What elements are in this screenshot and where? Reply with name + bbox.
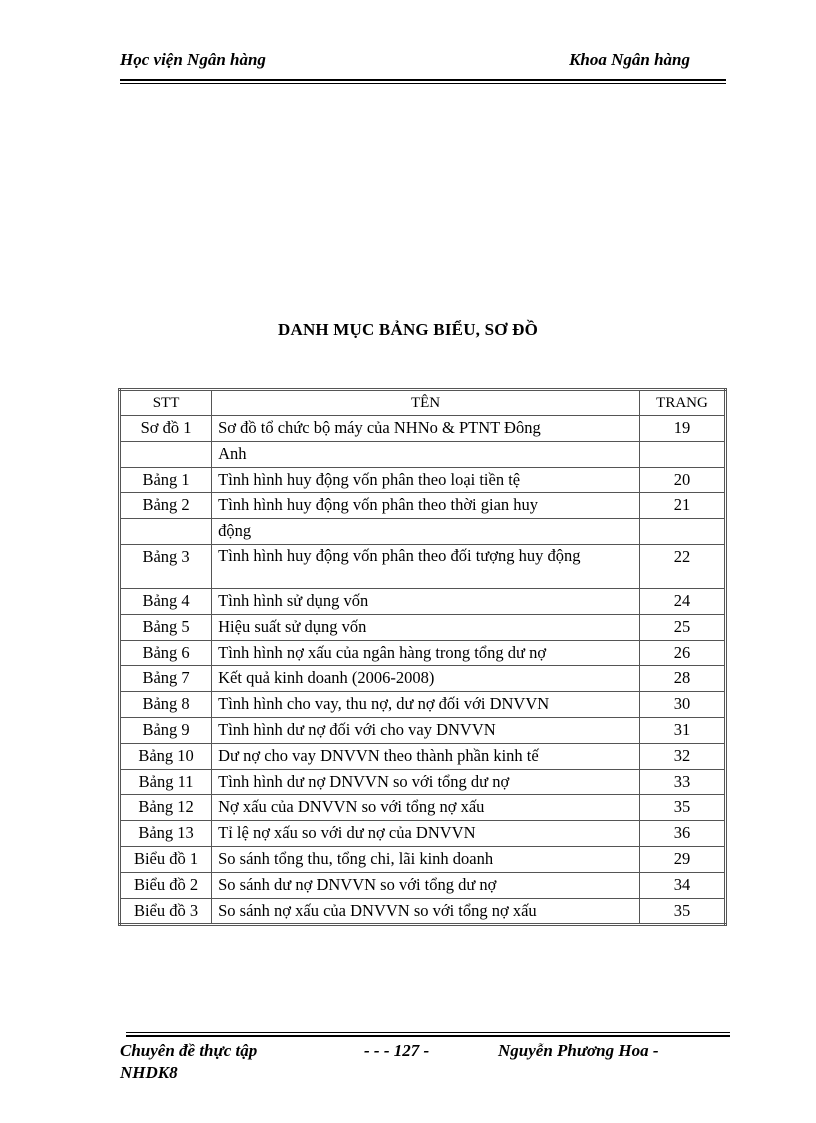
table-row bbox=[120, 666, 726, 692]
table-row bbox=[120, 821, 726, 847]
table-header-row bbox=[120, 390, 726, 416]
table-row bbox=[120, 846, 726, 872]
row-title: Tình hình cho vay, thu nợ, dư nợ đối với DNVVN bbox=[212, 692, 640, 718]
row-stt: Bảng 11 bbox=[120, 769, 212, 795]
row-page: 31 bbox=[640, 717, 726, 743]
footer-report-type: Chuyên đề thực tập bbox=[120, 1041, 258, 1060]
table-row bbox=[120, 614, 726, 640]
page-header bbox=[120, 50, 690, 74]
footer-rule-thick bbox=[126, 1035, 730, 1037]
table-row bbox=[120, 467, 726, 493]
row-page: 25 bbox=[640, 614, 726, 640]
row-title: Tình hình huy động vốn phân theo đối tượng huy động bbox=[212, 544, 640, 588]
row-stt: Bảng 7 bbox=[120, 666, 212, 692]
row-page bbox=[640, 519, 726, 545]
row-stt: Bảng 8 bbox=[120, 692, 212, 718]
row-stt: Bảng 9 bbox=[120, 717, 212, 743]
row-page: 35 bbox=[640, 795, 726, 821]
row-title: Tỉ lệ nợ xấu so với dư nợ của DNVVN bbox=[212, 821, 640, 847]
row-title: Tình hình nợ xấu của ngân hàng trong tổng dư nợ bbox=[212, 640, 640, 666]
row-title: Tình hình huy động vốn phân theo thời gian huy bbox=[212, 493, 640, 519]
row-title: Tình hình dư nợ đối với cho vay DNVVN bbox=[212, 717, 640, 743]
row-stt bbox=[120, 519, 212, 545]
table-row bbox=[120, 717, 726, 743]
row-stt: Sơ đồ 1 bbox=[120, 416, 212, 442]
row-page: 19 bbox=[640, 416, 726, 442]
row-title: động bbox=[212, 519, 640, 545]
row-title: Sơ đồ tổ chức bộ máy của NHNo & PTNT Đông bbox=[212, 416, 640, 442]
page-title: DANH MỤC BẢNG BIỂU, SƠ ĐỒ bbox=[277, 320, 539, 339]
row-stt bbox=[120, 441, 212, 467]
table-row bbox=[120, 898, 726, 925]
row-page: 29 bbox=[640, 846, 726, 872]
row-stt: Bảng 13 bbox=[120, 821, 212, 847]
header-rule-thin bbox=[120, 83, 726, 84]
row-page: 35 bbox=[640, 898, 726, 925]
footer-author: Nguyễn Phương Hoa - bbox=[498, 1041, 659, 1060]
row-title: Nợ xấu của DNVVN so với tổng nợ xấu bbox=[212, 795, 640, 821]
table-row bbox=[120, 588, 726, 614]
footer-class: NHDK8 bbox=[120, 1063, 178, 1082]
row-stt: Bảng 10 bbox=[120, 743, 212, 769]
table-row bbox=[120, 416, 726, 442]
column-header-trang: TRANG bbox=[640, 390, 726, 416]
header-rule-thick bbox=[120, 79, 726, 81]
row-stt: Bảng 12 bbox=[120, 795, 212, 821]
row-title: Kết quả kinh doanh (2006-2008) bbox=[212, 666, 640, 692]
table-row bbox=[120, 519, 726, 545]
table-row bbox=[120, 640, 726, 666]
row-page: 21 bbox=[640, 493, 726, 519]
row-title: So sánh tổng thu, tổng chi, lãi kinh doanh bbox=[212, 846, 640, 872]
row-stt: Biểu đồ 2 bbox=[120, 872, 212, 898]
row-page: 36 bbox=[640, 821, 726, 847]
row-stt: Biểu đồ 1 bbox=[120, 846, 212, 872]
row-page: 32 bbox=[640, 743, 726, 769]
page-number: - - - 127 - bbox=[364, 1041, 430, 1060]
row-stt: Bảng 2 bbox=[120, 493, 212, 519]
list-of-tables bbox=[118, 388, 727, 926]
row-page: 22 bbox=[640, 544, 726, 588]
row-title: Tình hình sử dụng vốn bbox=[212, 588, 640, 614]
row-stt: Bảng 3 bbox=[120, 544, 212, 588]
table-row bbox=[120, 441, 726, 467]
row-title: So sánh dư nợ DNVVN so với tổng dư nợ bbox=[212, 872, 640, 898]
header-institution: Học viện Ngân hàng bbox=[120, 50, 266, 69]
row-page: 20 bbox=[640, 467, 726, 493]
table-row bbox=[120, 743, 726, 769]
row-stt: Bảng 1 bbox=[120, 467, 212, 493]
row-page: 34 bbox=[640, 872, 726, 898]
row-title: Hiệu suất sử dụng vốn bbox=[212, 614, 640, 640]
header-faculty: Khoa Ngân hàng bbox=[569, 50, 690, 69]
table-row bbox=[120, 795, 726, 821]
row-page: 26 bbox=[640, 640, 726, 666]
table-row bbox=[120, 544, 726, 588]
row-page bbox=[640, 441, 726, 467]
table-row bbox=[120, 692, 726, 718]
row-page: 33 bbox=[640, 769, 726, 795]
row-stt: Bảng 4 bbox=[120, 588, 212, 614]
row-title: So sánh nợ xấu của DNVVN so với tổng nợ xấu bbox=[212, 898, 640, 925]
table-row bbox=[120, 493, 726, 519]
column-header-ten: TÊN bbox=[212, 390, 640, 416]
row-page: 24 bbox=[640, 588, 726, 614]
footer-rule-thin bbox=[126, 1032, 730, 1033]
column-header-stt: STT bbox=[120, 390, 212, 416]
row-stt: Biểu đồ 3 bbox=[120, 898, 212, 925]
row-stt: Bảng 6 bbox=[120, 640, 212, 666]
table-row bbox=[120, 769, 726, 795]
row-page: 30 bbox=[640, 692, 726, 718]
row-title: Anh bbox=[212, 441, 640, 467]
row-title: Tình hình huy động vốn phân theo loại tiền tệ bbox=[212, 467, 640, 493]
row-title: Dư nợ cho vay DNVVN theo thành phần kinh tế bbox=[212, 743, 640, 769]
table-row bbox=[120, 872, 726, 898]
row-stt: Bảng 5 bbox=[120, 614, 212, 640]
row-title: Tình hình dư nợ DNVVN so với tổng dư nợ bbox=[212, 769, 640, 795]
row-page: 28 bbox=[640, 666, 726, 692]
